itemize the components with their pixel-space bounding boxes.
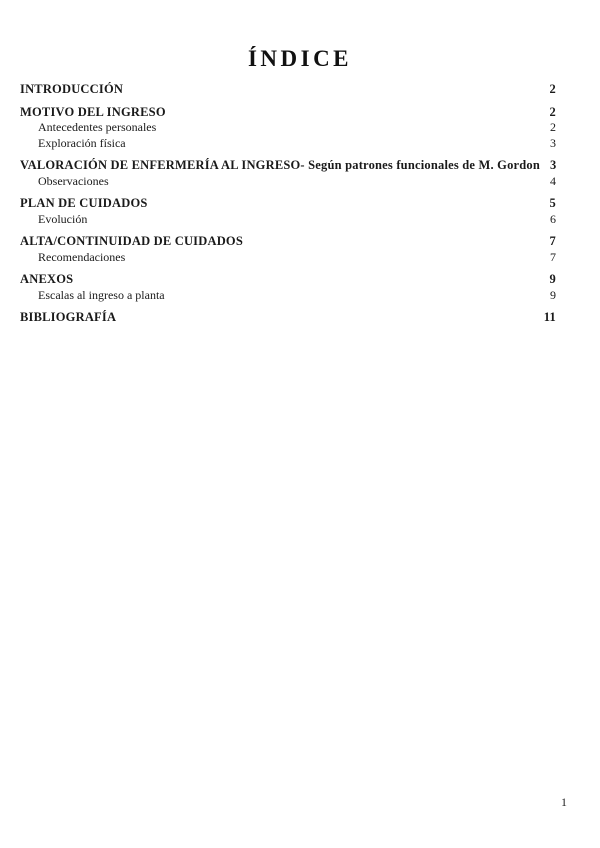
toc-entry [20, 310, 556, 326]
toc-entry-page-number: 3 [550, 158, 557, 172]
toc-entry [20, 212, 556, 228]
toc-entry-page-number: 9 [549, 272, 556, 286]
toc-entry [20, 105, 556, 121]
toc-entry-label: PLAN DE CUIDADOS [20, 196, 148, 210]
toc-entry [20, 234, 556, 250]
toc-entry-label: VALORACIÓN DE ENFERMERÍA AL INGRESO- Según patrones funcionales de M. Gordon [20, 158, 541, 172]
toc-entry-page-number: 4 [550, 173, 556, 188]
toc-entry-page-number: 6 [550, 211, 556, 226]
page-title: ÍNDICE [247, 46, 353, 71]
toc-entry-label: ALTA/CONTINUIDAD DE CUIDADOS [20, 234, 243, 248]
toc-entry [20, 82, 556, 98]
toc-entry [20, 174, 556, 190]
toc-entry [20, 250, 556, 266]
toc-entry [20, 196, 556, 212]
toc-entry [20, 272, 556, 288]
toc-entry-page-number: 7 [549, 234, 556, 248]
toc-entry-label: Evolución [38, 211, 88, 226]
toc-entry [20, 120, 556, 136]
footer-page-number: 1 [561, 795, 567, 809]
toc-entry-page-number: 11 [543, 310, 556, 324]
toc-entry-page-number: 3 [550, 135, 556, 150]
toc-list [20, 82, 556, 326]
toc-entry-label: Recomendaciones [38, 249, 126, 264]
toc-entry-label: Antecedentes personales [38, 120, 157, 134]
toc-entry-label: MOTIVO DEL INGRESO [20, 104, 166, 119]
toc-entry-page-number: 7 [550, 249, 556, 264]
toc-entry-label: BIBLIOGRAFÍA [20, 310, 117, 324]
toc-entry [20, 158, 556, 174]
toc-entry-page-number: 2 [549, 82, 556, 96]
toc-entry [20, 288, 556, 304]
toc-entry-page-number: 2 [550, 120, 556, 134]
toc-entry-page-number: 9 [550, 287, 556, 302]
toc-entry-page-number: 2 [549, 104, 556, 119]
toc-entry-label: ANEXOS [20, 272, 74, 286]
toc-entry-label: INTRODUCCIÓN [20, 82, 124, 96]
toc-entry [20, 136, 556, 152]
toc-entry-label: Escalas al ingreso a planta [38, 287, 165, 302]
toc-entry-label: Exploración física [38, 135, 126, 150]
toc-entry-page-number: 5 [549, 196, 556, 210]
toc-entry-label: Observaciones [38, 173, 109, 188]
